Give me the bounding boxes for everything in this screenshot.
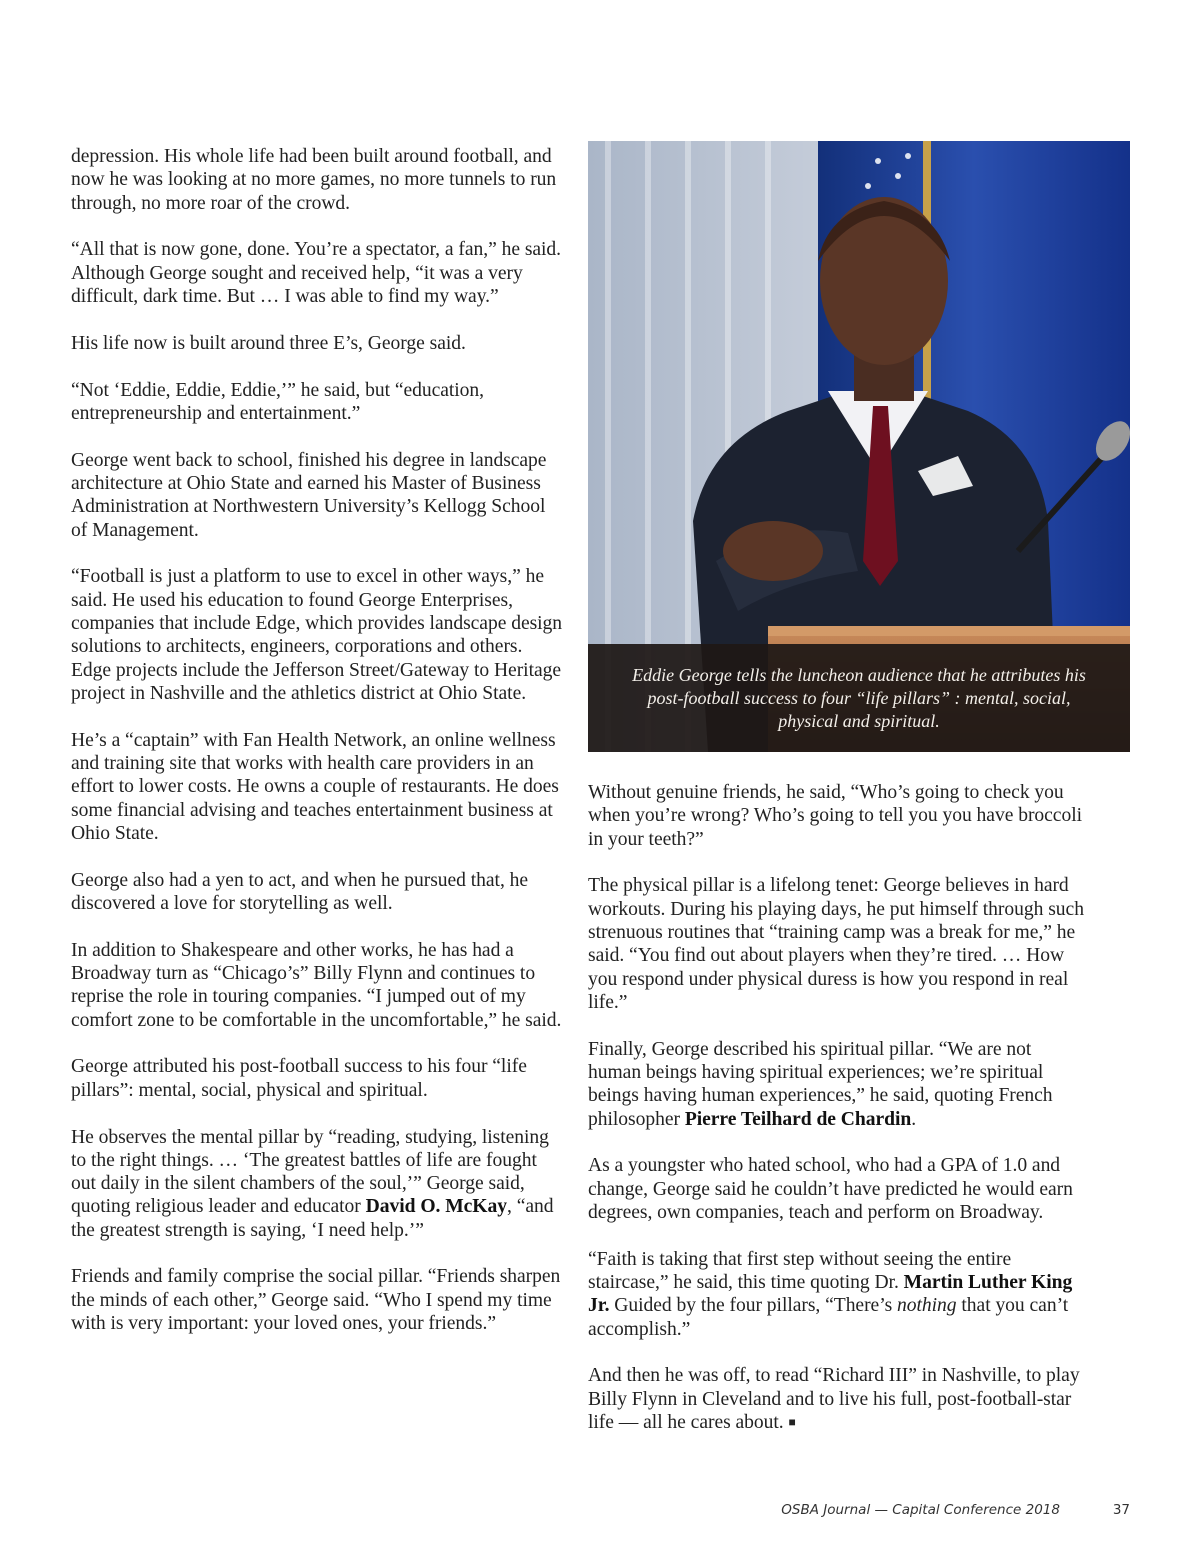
- paragraph: George also had a yen to act, and when he pursued that, he discovered a love for storytelling as well.: [71, 869, 529, 914]
- paragraph: Without genuine friends, he said, “Who’s going to check you when you’re wrong? Who’s going to tell you you have broccoli in your teeth?”: [588, 782, 1082, 850]
- paragraph: The physical pillar is a lifelong tenet: George believes in hard workouts. During his playing days, he put himself through such strenuous routines that “training camp was a break for me,” he said. “You find out about players when they’re tired. … How you respond under physical duress is how you respond in real life.”: [588, 875, 1084, 1013]
- paragraph: “All that is now gone, done. You’re a spectator, a fan,” he said. Although George sought and received help, “it was a very difficult, dark time. But … I was able to find my way.”: [71, 239, 562, 307]
- person-name: Martin Luther King Jr.: [588, 1272, 1073, 1317]
- person-name: David O. McKay: [365, 1196, 507, 1218]
- paragraph: As a youngster who hated school, who had a GPA of 1.0 and change, George said he couldn’t have predicted he would earn degrees, own companies, teach and perform on Broadway.: [588, 1155, 1073, 1223]
- emphasis: nothing: [897, 1295, 957, 1317]
- text-run: , “and the greatest strength is saying, ‘I need help.’”: [71, 1196, 554, 1241]
- person-name: Pierre Teilhard de Chardin: [684, 1108, 912, 1130]
- mental-pillar-paragraph: [71, 1126, 563, 1242]
- right-column: [588, 781, 1088, 1458]
- closing-paragraph: [588, 1364, 1088, 1434]
- text-run: Finally, George described his spiritual pillar. “We are not human beings having spiritual experiences; we’re spiritual beings having human experiences,” he said, quoting French philosopher: [588, 1038, 1053, 1130]
- spiritual-pillar-paragraph: [588, 1038, 1088, 1131]
- publication-name: OSBA Journal — Capital Conference 2018: [781, 1502, 1060, 1518]
- text-run: And then he was off, to read “Richard III” in Nashville, to play Billy Flynn in Cleveland and to live his full, post-football-star life — all he cares about.: [588, 1365, 1080, 1434]
- end-mark-icon: ■: [788, 1415, 796, 1430]
- paragraph: depression. His whole life had been built around football, and now he was looking at no more games, no more tunnels to run through, no more roar of the crowd.: [71, 146, 557, 214]
- left-column: [71, 145, 563, 1359]
- text-run: He observes the mental pillar by “reading, studying, listening to the right things. … ‘The greatest battles of life are fought out daily in the silent chambers of the soul,’” George said, quoting religious leader and educator: [71, 1126, 549, 1218]
- photo-caption: Eddie George tells the luncheon audience that he attributes his post-football success to four “life pillars” : mental, social, physical and spiritual.: [632, 665, 1086, 731]
- paragraph: He’s a “captain” with Fan Health Network, an online wellness and training site that works with health care providers in an effort to lower costs. He owns a couple of restaurants. He does some financial advising and teaches entertainment business at Ohio State.: [71, 729, 559, 844]
- text-run: Guided by the four pillars, “There’s: [609, 1295, 898, 1317]
- paragraph: George went back to school, finished his degree in landscape architecture at Ohio State and earned his Master of Business Administration at Northwestern University’s Kellogg School of Management.: [71, 449, 547, 541]
- paragraph: “Not ‘Eddie, Eddie, Eddie,’” he said, but “education, entrepreneurship and entertainment.”: [71, 379, 485, 424]
- text-run: that you can’t accomplish.”: [588, 1295, 1069, 1340]
- paragraph: In addition to Shakespeare and other works, he has had a Broadway turn as “Chicago’s” Billy Flynn and continues to reprise the role in touring companies. “I jumped out of my comfort zone to be comfortable in the uncomfortable,” he said.: [71, 939, 562, 1031]
- faith-paragraph: [588, 1248, 1088, 1341]
- caption-box: [588, 644, 1130, 752]
- paragraph: “Football is just a platform to use to excel in other ways,” he said. He used his education to found George Enterprises, companies that include Edge, which provides landscape design solutions to architects, engineers, corporations and others. Edge projects include the Jefferson Street/Gateway to Heritage project in Nashville and the athletics district at Ohio State.: [71, 566, 563, 704]
- page-number: 37: [1112, 1502, 1130, 1518]
- paragraph: His life now is built around three E’s, George said.: [71, 332, 466, 354]
- speaker-photo: [588, 141, 1130, 752]
- page-footer: [650, 1502, 1130, 1524]
- text-run: “Faith is taking that first step without seeing the entire staircase,” he said, this time quoting Dr.: [588, 1248, 1012, 1294]
- text-run: .: [911, 1108, 917, 1130]
- paragraph: Friends and family comprise the social pillar. “Friends sharpen the minds of each other,” George said. “Who I spend my time with is very important: your loved ones, your friends.”: [71, 1266, 561, 1335]
- paragraph: George attributed his post-football success to his four “life pillars”: mental, social, physical and spiritual.: [71, 1056, 527, 1101]
